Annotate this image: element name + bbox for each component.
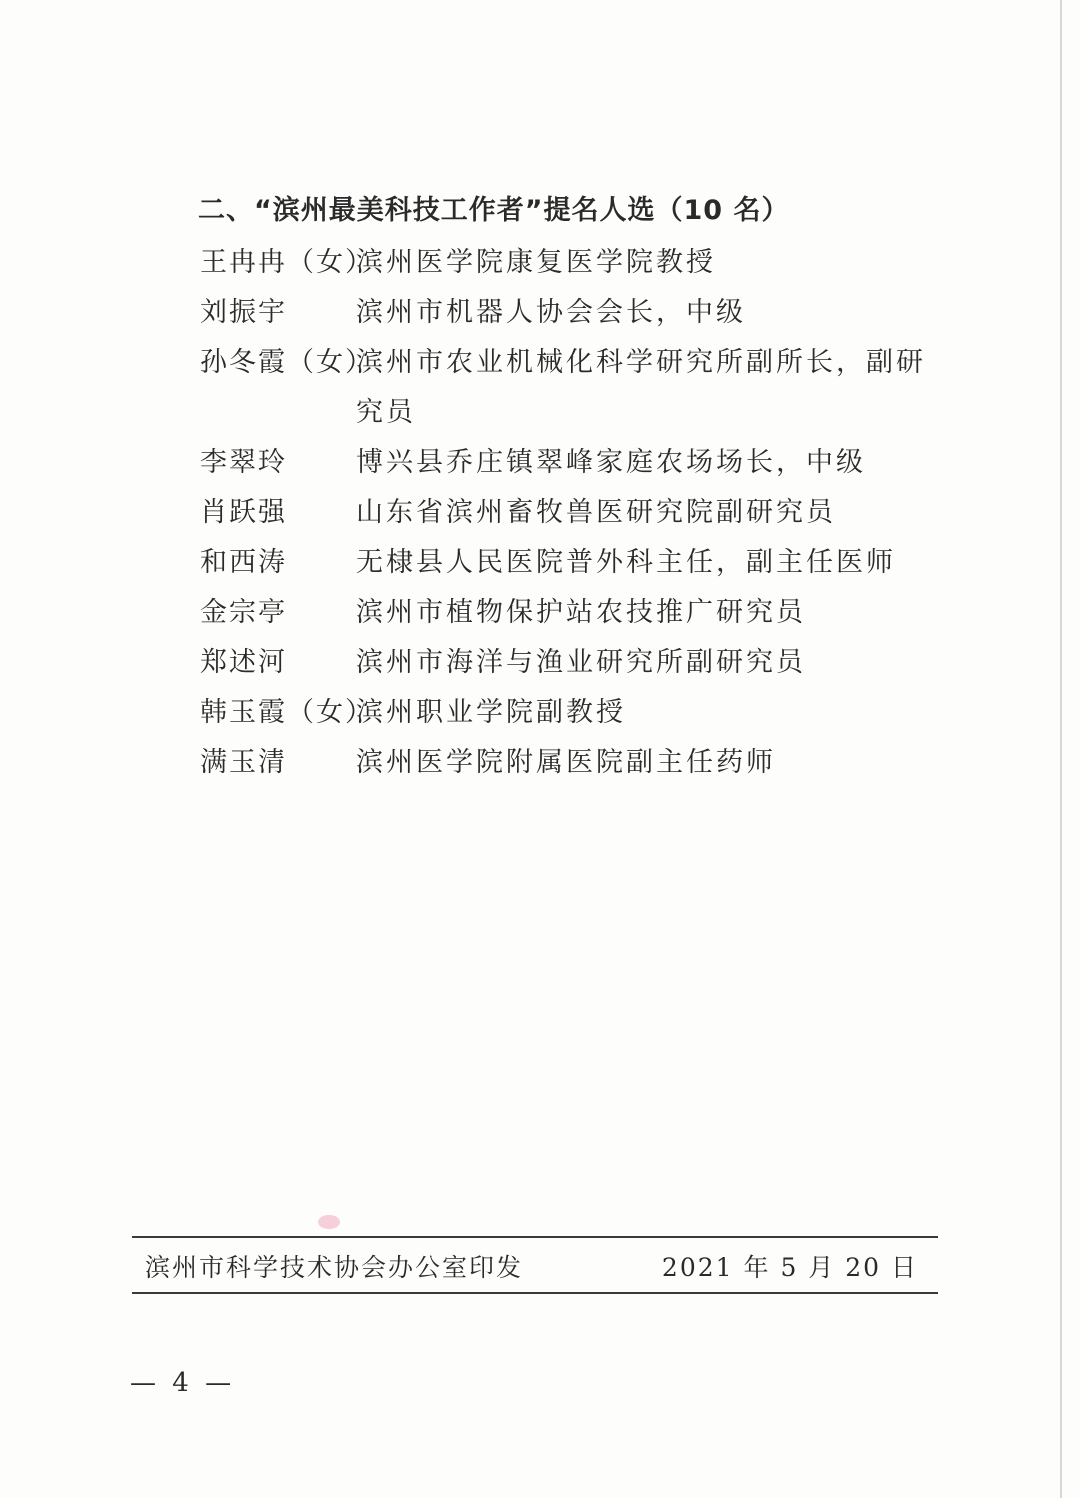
nominee-name: 李翠玲 [200,447,287,478]
nominee-description: 滨州市机器人协会会长，中级 [356,297,746,328]
nominee-name: 韩玉霞（女） [200,697,374,728]
list-item [200,488,930,538]
section-heading: 二、“滨州最美科技工作者”提名人选（10 名） [198,195,790,226]
nominee-name: 和西涛 [200,547,287,578]
list-item [200,338,930,438]
page-edge [1060,0,1062,1498]
nominee-description: 无棣县人民医院普外科主任，副主任医师 [356,547,896,578]
footer-date: 2021 年 5 月 20 日 [661,1253,918,1282]
footer-divider-bottom [132,1292,938,1294]
nominee-description: 滨州市农业机械化科学研究所副所长，副研究员 [356,347,926,428]
list-item [200,238,930,288]
nominee-description: 滨州医学院附属医院副主任药师 [356,747,776,778]
nominee-name: 刘振宇 [200,297,287,328]
page-number: — 4 — [130,1368,236,1398]
list-item [200,588,930,638]
footer-divider-top [132,1236,938,1238]
nominee-name: 满玉清 [200,747,287,778]
nominee-description: 博兴县乔庄镇翠峰家庭农场场长，中级 [356,447,866,478]
list-item [200,738,930,788]
list-item [200,288,930,338]
nominee-description: 滨州职业学院副教授 [356,697,626,728]
nominee-description: 滨州市海洋与渔业研究所副研究员 [356,647,806,678]
nominee-description: 滨州医学院康复医学院教授 [356,247,716,278]
list-item [200,688,930,738]
nominee-description: 山东省滨州畜牧兽医研究院副研究员 [356,497,836,528]
nominee-name: 孙冬霞（女） [200,347,374,378]
nominee-description: 滨州市植物保护站农技推广研究员 [356,597,806,628]
list-item [200,438,930,488]
nominee-name: 王冉冉（女） [200,247,374,278]
footer-issuer: 滨州市科学技术协会办公室印发 [145,1253,524,1282]
nominee-name: 肖跃强 [200,497,287,528]
nominee-name: 金宗亭 [200,597,287,628]
stamp-mark [318,1215,340,1229]
nominee-name: 郑述河 [200,647,287,678]
list-item [200,538,930,588]
nominee-list [200,238,930,788]
list-item [200,638,930,688]
